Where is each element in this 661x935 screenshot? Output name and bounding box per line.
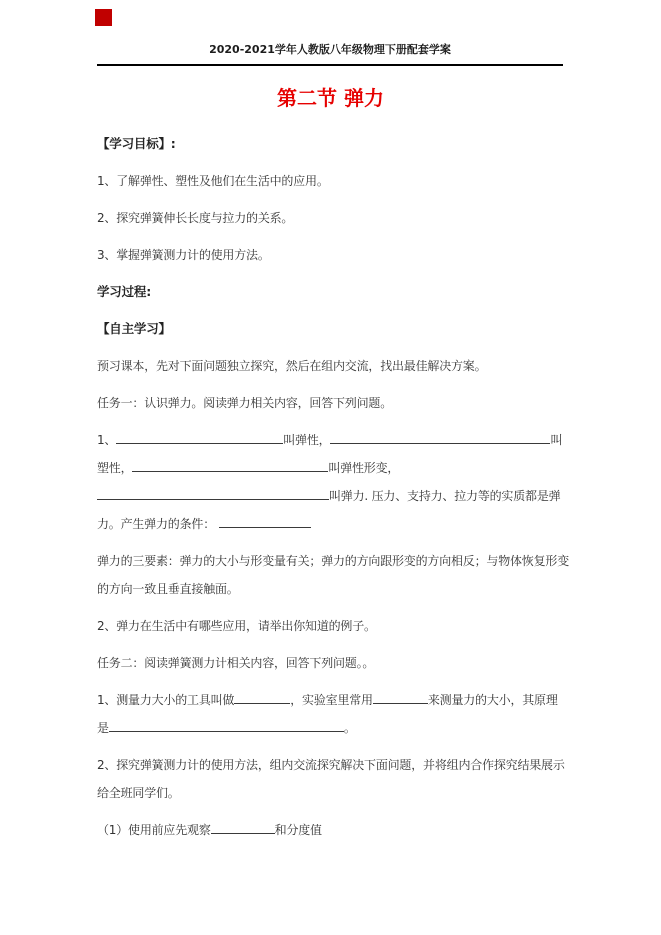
text-segment: 的方向一致且垂直接触面。 — [97, 582, 239, 596]
text-segment: 来测量力的大小，其原理 — [427, 693, 558, 707]
text-line — [97, 204, 563, 232]
text-segment: 力。产生弹力的条件： — [97, 517, 219, 531]
text-segment: 叫弹性形变， — [328, 461, 400, 475]
text-line — [97, 426, 563, 454]
text-line — [97, 510, 563, 538]
text-segment: 和分度值 — [274, 823, 322, 837]
text-segment: 2、探究弹簧测力计的使用方法，组内交流探究解决下面问题，并将组内合作探究结果展示 — [97, 758, 565, 772]
text-segment: 。 — [343, 721, 356, 735]
fill-in-blank — [116, 430, 283, 444]
text-segment: ，实验室里常用 — [290, 693, 373, 707]
text-segment: 给全班同学们。 — [97, 786, 180, 800]
fill-in-blank — [330, 430, 550, 444]
text-segment: 2、弹力在生活中有哪些应用，请举出你知道的例子。 — [97, 619, 376, 633]
text-segment: 任务一：认识弹力。阅读弹力相关内容，回答下列问题。 — [97, 396, 393, 410]
text-segment: 是 — [97, 721, 109, 735]
text-segment: 1、了解弹性、塑性及他们在生活中的应用。 — [97, 174, 329, 188]
text-segment: 预习课本，先对下面问题独立探究，然后在组内交流，找出最佳解决方案。 — [97, 359, 487, 373]
fill-in-blank — [97, 486, 329, 500]
text-segment: 叫弹力. 压力、支持力、拉力等的实质都是弹 — [329, 489, 561, 503]
section-heading — [97, 278, 563, 306]
text-line — [97, 686, 563, 714]
text-segment: 【学习目标】: — [97, 136, 176, 151]
text-line — [97, 816, 563, 844]
text-segment: 叫弹性， — [283, 433, 331, 447]
page-title: 第二节 弹力 — [277, 86, 384, 110]
text-segment: 3、掌握弹簧测力计的使用方法。 — [97, 248, 270, 262]
fill-in-blank — [211, 820, 275, 834]
fill-in-blank — [109, 718, 344, 732]
text-line — [97, 575, 563, 603]
text-line — [97, 751, 563, 779]
fill-in-blank — [373, 690, 428, 704]
text-segment: 弹力的三要素：弹力的大小与形变量有关；弹力的方向跟形变的方向相反；与物体恢复形变 — [97, 554, 570, 568]
text-segment: 叫 — [550, 433, 563, 447]
section-heading — [97, 315, 563, 343]
text-segment: 1、 — [97, 433, 117, 447]
text-line — [97, 779, 563, 807]
document-header — [97, 0, 563, 66]
text-segment: 塑性， — [97, 461, 133, 475]
text-line — [97, 482, 563, 510]
text-segment: （1）使用前应先观察 — [97, 823, 211, 837]
document-body — [97, 121, 570, 844]
text-line — [97, 649, 563, 677]
text-line — [97, 167, 563, 195]
fill-in-blank — [219, 514, 311, 528]
text-line — [97, 389, 563, 417]
fill-in-blank — [132, 458, 328, 472]
text-line — [97, 454, 563, 482]
text-line — [97, 241, 563, 269]
fill-in-blank — [234, 690, 290, 704]
header-course-label: 2020-2021学年人教版八年级物理下册配套学案 — [209, 43, 451, 56]
text-line — [97, 714, 563, 742]
text-line — [97, 547, 570, 575]
text-line — [97, 612, 563, 640]
text-segment: 【自主学习】 — [97, 321, 171, 336]
text-segment: 学习过程: — [97, 284, 151, 299]
text-line — [97, 352, 563, 380]
text-segment: 任务二：阅读弹簧测力计相关内容，回答下列问题。。 — [97, 656, 375, 670]
section-heading — [97, 130, 563, 158]
text-segment: 2、探究弹簧伸长长度与拉力的关系。 — [97, 211, 294, 225]
text-segment: 1、测量力大小的工具叫做 — [97, 693, 235, 707]
